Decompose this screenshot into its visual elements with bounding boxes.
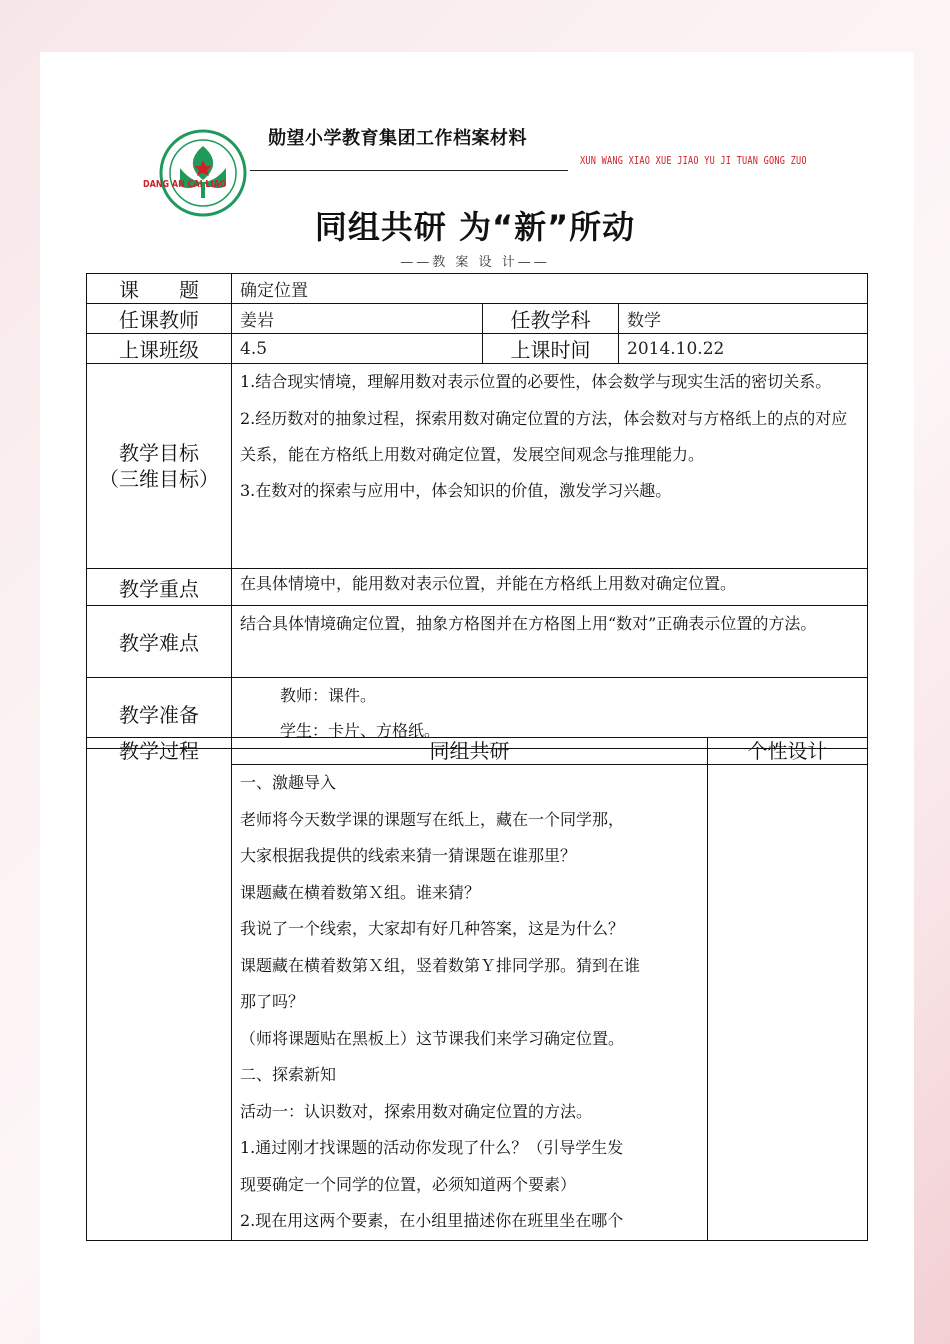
section-heading: 二、探索新知 (240, 1065, 337, 1084)
dang-an-label: DANG AN CAI LIAO (143, 179, 227, 190)
org-pinyin: XUN WANG XIAO XUE JIAO YU JI TUAN GONG ZUO (580, 154, 807, 167)
process-line: 我说了一个线索，大家却有好几种答案，这是为什么？ (240, 919, 625, 938)
table-row (87, 304, 868, 334)
process-line: 大家根据我提供的线索来猜一猜课题在谁那里？ (240, 846, 577, 865)
process-line: 课题藏在横着数第Ｘ组，竖着数第Ｙ排同学那。猜到在谁 (240, 955, 641, 975)
section-heading: 一、激趣导入 (240, 773, 337, 792)
subject-value: 数学 (619, 304, 868, 334)
col-personal-header: 个性设计 (708, 738, 868, 765)
time-value: 2014.10.22 (619, 334, 868, 364)
lesson-info-table (86, 273, 868, 749)
topic-value: 确定位置 (232, 274, 868, 304)
key-point-label: 教学重点 (87, 569, 232, 606)
research-content (232, 765, 708, 1241)
teacher-label: 任课教师 (87, 304, 232, 334)
table-row (87, 274, 868, 304)
goals-label-main: 教学目标 (119, 441, 199, 465)
table-row (87, 364, 868, 569)
header-divider (250, 170, 568, 171)
table-row (87, 569, 868, 606)
process-line: 2.现在用这两个要素，在小组里描述你在班里坐在哪个 (240, 1211, 624, 1230)
prep-teacher: 教师：课件。 (280, 686, 377, 705)
col-research-header: 同组共研 (232, 738, 708, 765)
process-line: 老师将今天数学课的课题写在纸上，藏在一个同学那， (240, 809, 625, 829)
goals-content (232, 364, 868, 569)
class-value: 4.5 (232, 334, 483, 364)
time-label: 上课时间 (483, 334, 619, 364)
table-row (87, 738, 868, 765)
teacher-value: 姜岩 (232, 304, 483, 334)
difficulty-label: 教学难点 (87, 606, 232, 678)
org-title: 勋望小学教育集团工作档案材料 (268, 128, 527, 149)
topic-label: 课 题 (87, 274, 232, 304)
goals-label (87, 364, 232, 569)
process-line: （师将课题贴在黑板上）这节课我们来学习确定位置。 (240, 1028, 625, 1048)
process-table (86, 737, 868, 1241)
class-label: 上课班级 (87, 334, 232, 364)
process-line: 活动一：认识数对，探索用数对确定位置的方法。 (240, 1101, 593, 1121)
difficulty-value: 结合具体情境确定位置，抽象方格图并在方格图上用“数对”正确表示位置的方法。 (232, 606, 868, 678)
goal-item: 1.结合现实情境，理解用数对表示位置的必要性，体会数学与现实生活的密切关系。 (240, 372, 832, 391)
table-row (87, 334, 868, 364)
process-line: 1.通过刚才找课题的活动你发现了什么？（引导学生发 (240, 1138, 624, 1157)
table-row (87, 606, 868, 678)
subject-label: 任教学科 (483, 304, 619, 334)
process-line: 那了吗？ (240, 992, 305, 1011)
preparation-label: 教学准备 (87, 678, 232, 749)
process-line: 现要确定一个同学的位置，必须知道两个要素） (240, 1174, 577, 1194)
key-point-value: 在具体情境中，能用数对表示位置，并能在方格纸上用数对确定位置。 (232, 569, 868, 606)
page-subtitle: ——教 案 设 计—— (400, 255, 550, 270)
goal-item: 2.经历数对的抽象过程，探索用数对确定位置的方法，体会数对与方格纸上的点的对应关系，能在方格纸上用数对确定位置，发展空间观念与推理能力。 (240, 408, 848, 464)
page-title: 同组共研 为“新”所动 (314, 208, 636, 246)
personal-design-cell (708, 765, 868, 1241)
process-line: 课题藏在横着数第Ｘ组。谁来猜？ (240, 882, 481, 902)
goal-item: 3.在数对的探索与应用中，体会知识的价值，激发学习兴趣。 (240, 480, 672, 500)
goals-label-sub: （三维目标） (99, 467, 219, 491)
process-label: 教学过程 (87, 738, 232, 1241)
prep-student: 学生：卡片、方格纸。 (280, 721, 441, 740)
